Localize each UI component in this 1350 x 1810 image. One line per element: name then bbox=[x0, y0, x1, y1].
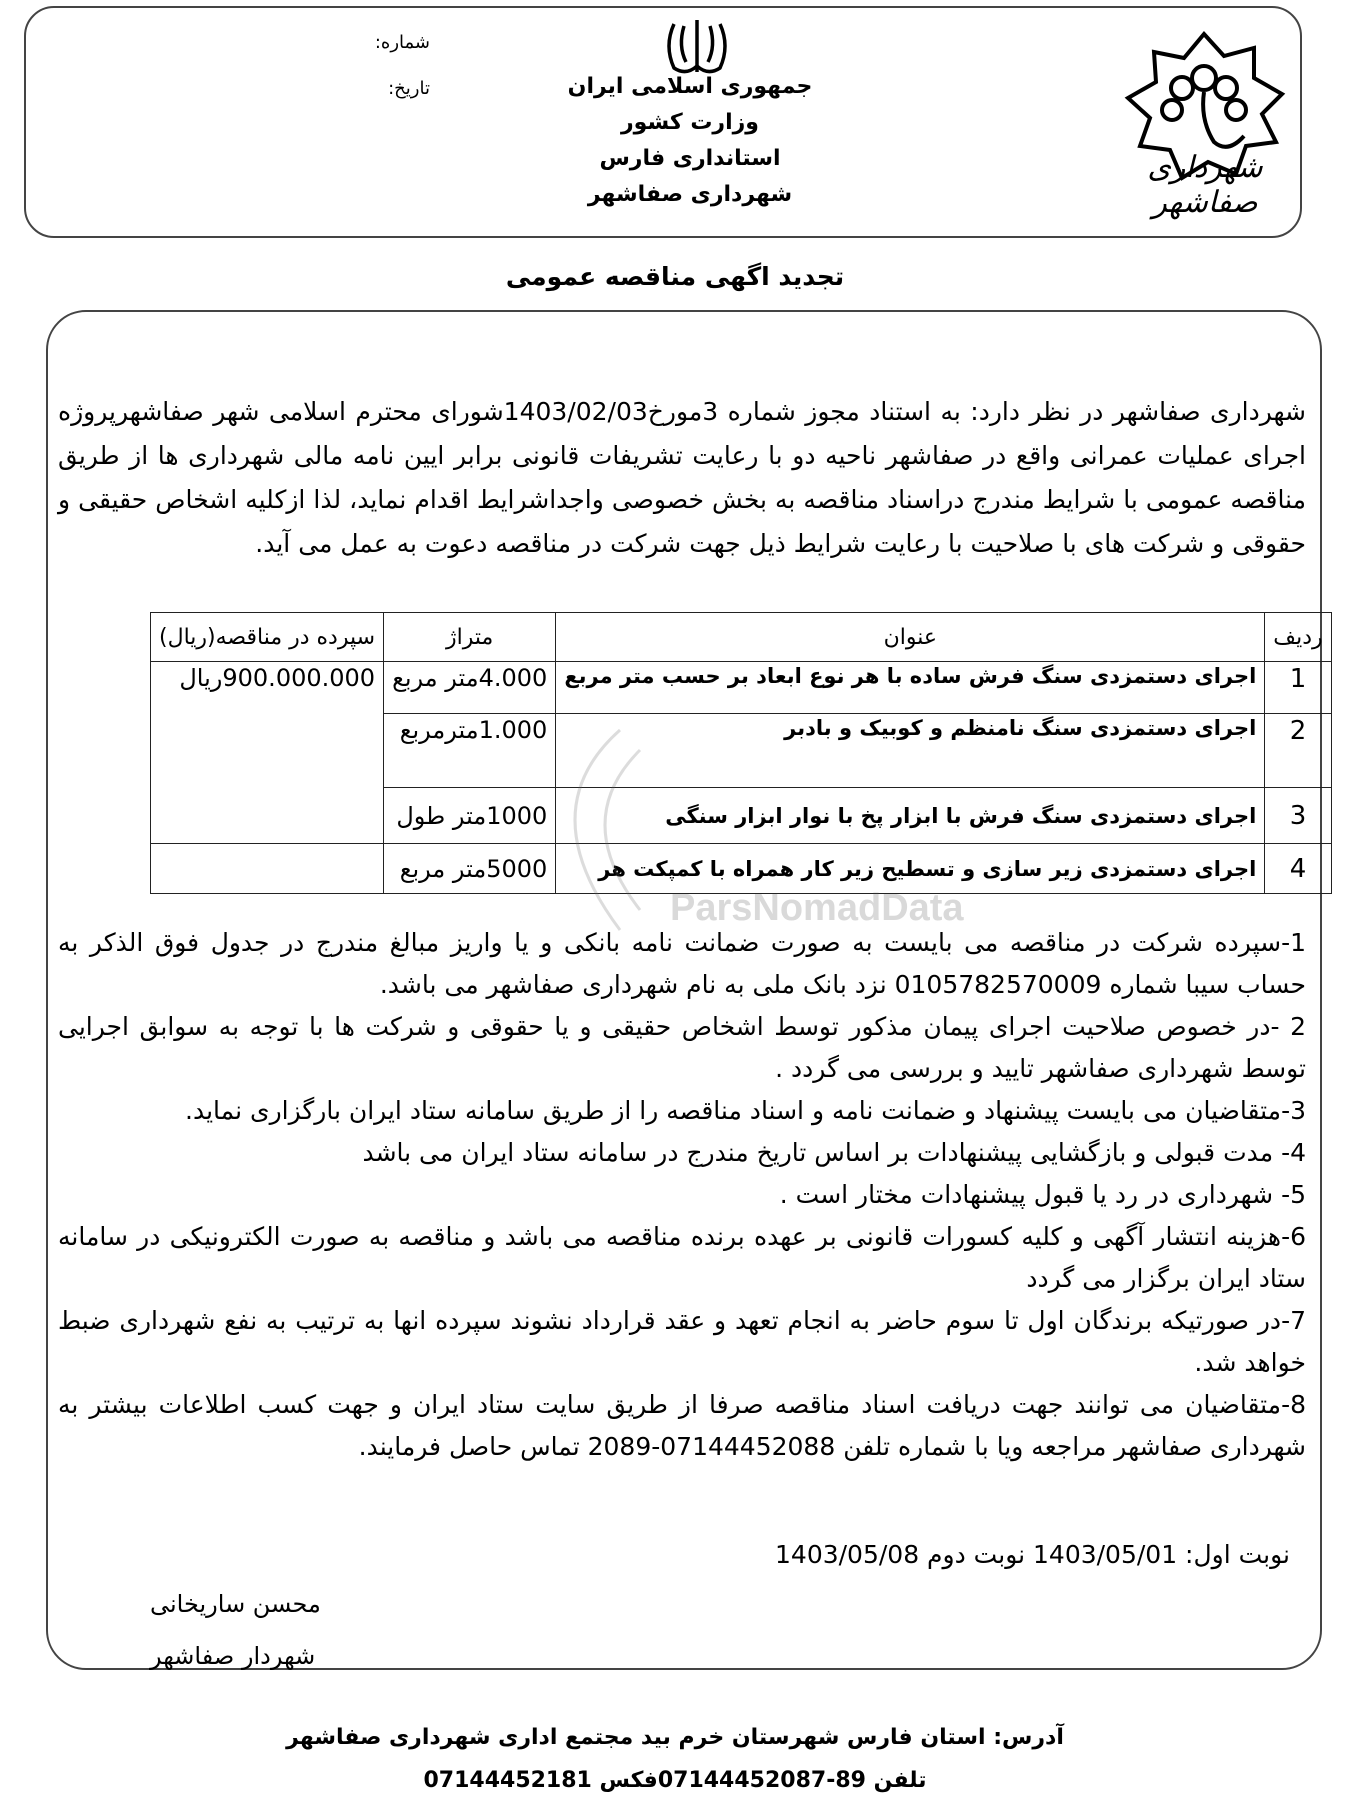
row-area: 5000متر مربع bbox=[384, 844, 556, 894]
condition-5: 5- شهرداری در رد یا قبول پیشنهادات مختار است . bbox=[779, 1180, 1306, 1209]
col-header-deposit: سپرده در مناقصه(ریال) bbox=[151, 613, 384, 662]
footer-address: آدرس: استان فارس شهرستان خرم بید مجتمع اداری شهرداری صفاشهر bbox=[286, 1725, 1064, 1750]
row-title: اجرای دستمزدی زیر سازی و تسطیح زیر کار همراه با کمپکت هر bbox=[556, 844, 1265, 894]
header-line-province: استانداری فارس bbox=[599, 146, 781, 171]
intro-paragraph: شهرداری صفاشهر در نظر دارد: به استناد مجوز شماره 3مورخ1403/02/03شورای محترم اسلامی شهر صفاشهرپروژه اجرای عملیات عمرانی واقع در صفاشهر ناحیه دو با رعایت تشریفات قانونی برابر ایین نامه مالی شهرداری ها از طریق مناقصه عمومی با شرایط مندرج دراسناد مناقصه به بخش خصوصی واجداشرایط اقدام نماید، لذا ازکلیه اشخاص حقیقی و حقوقی و شرکت های با صلاحیت با رعایت شرایط ذیل جهت شرکت در مناقصه دعوت به عمل می آید. bbox=[58, 397, 1306, 558]
signer-title: شهردار صفاشهر bbox=[150, 1642, 316, 1670]
header-line-country: جمهوری اسلامی ایران bbox=[567, 74, 813, 99]
conditions-list bbox=[58, 922, 1306, 1468]
row-area: 1.000مترمربع bbox=[384, 714, 556, 788]
row-title: اجرای دستمزدی سنگ فرش با ابزار پخ با نوار ابزار سنگی bbox=[556, 788, 1265, 844]
row-title: اجرای دستمزدی سنگ فرش ساده با هر نوع ابعاد بر حسب متر مربع bbox=[556, 662, 1265, 714]
col-header-area: متراژ bbox=[384, 613, 556, 662]
signer-name: محسن ساریخانی bbox=[150, 1590, 321, 1618]
row-number: 2 bbox=[1265, 714, 1331, 788]
letter-date-label: تاریخ: bbox=[388, 78, 430, 99]
condition-4: 4- مدت قبولی و بازگشایی پیشنهادات بر اساس تاریخ مندرج در سامانه ستاد ایران می باشد bbox=[362, 1138, 1306, 1167]
condition-3: 3-متقاضیان می بایست پیشنهاد و ضمانت نامه و اسناد مناقصه را از طریق سامانه ستاد ایران بارگزاری نماید. bbox=[185, 1096, 1306, 1125]
row-number: 4 bbox=[1265, 844, 1331, 894]
condition-2: 2 -در خصوص صلاحیت اجرای پیمان مذکور توسط اشخاص حقیقی و یا حقوقی و شرکت ها با توجه به سوابق اجرایی توسط شهرداری صفاشهر تایید و بررسی می گردد . bbox=[58, 1012, 1306, 1083]
col-header-title: عنوان bbox=[556, 613, 1265, 662]
logo-caption: شهرداری صفاشهر bbox=[1147, 150, 1263, 220]
col-header-row: ردیف bbox=[1265, 613, 1331, 662]
header-line-municipality: شهرداری صفاشهر bbox=[587, 182, 793, 207]
row-number: 1 bbox=[1265, 662, 1331, 714]
row-area: 4.000متر مربع bbox=[384, 662, 556, 714]
iran-emblem-icon bbox=[662, 16, 732, 78]
watermark-text: ParsNomadData bbox=[670, 887, 964, 929]
condition-7: 7-در صورتیکه برندگان اول تا سوم حاضر به انجام تعهد و عقد قرارداد نشوند سپرده انها به ترتیب به نفع شهرداری ضبط خواهد شد. bbox=[58, 1306, 1306, 1377]
publication-schedule: نوبت اول: 1403/05/01 نوبت دوم 1403/05/08 bbox=[775, 1540, 1290, 1569]
condition-8: 8-متقاضیان می توانند جهت دریافت اسناد مناقصه صرفا از طریق سایت ستاد ایران و جهت کسب اطلاعات بیشتر به شهرداری صفاشهر مراجعه ویا با شماره تلفن 07144452088-2089 تماس حاصل فرمایند. bbox=[58, 1390, 1306, 1461]
row-deposit bbox=[151, 844, 384, 894]
header-line-ministry: وزارت کشور bbox=[621, 110, 759, 135]
table-header-row bbox=[151, 613, 1332, 662]
condition-6: 6-هزینه انتشار آگهی و کلیه کسورات قانونی بر عهده برنده مناقصه می باشد و مناقصه به صورت الکترونیکی در سامانه ستاد ایران برگزار می گردد bbox=[58, 1222, 1306, 1293]
notice-title: تجدید اگهی مناقصه عمومی bbox=[505, 262, 845, 291]
condition-1: 1-سپرده شرکت در مناقصه می بایست به صورت ضمانت نامه بانکی و یا واریز مبالغ مندرج در جدول فوق الذکر به حساب سیبا شماره 0105782570009 نزد بانک ملی به نام شهرداری صفاشهر می باشد. bbox=[58, 928, 1306, 999]
footer-phones: تلفن 89-07144452087فکس 07144452181 bbox=[423, 1768, 927, 1793]
row-number: 3 bbox=[1265, 788, 1331, 844]
row-title: اجرای دستمزدی سنگ نامنظم و کوبیک و بادبر bbox=[556, 714, 1265, 788]
letter-number-label: شماره: bbox=[374, 32, 430, 53]
row-area: 1000متر طول bbox=[384, 788, 556, 844]
row-deposit: 900.000.000ریال bbox=[151, 662, 384, 844]
